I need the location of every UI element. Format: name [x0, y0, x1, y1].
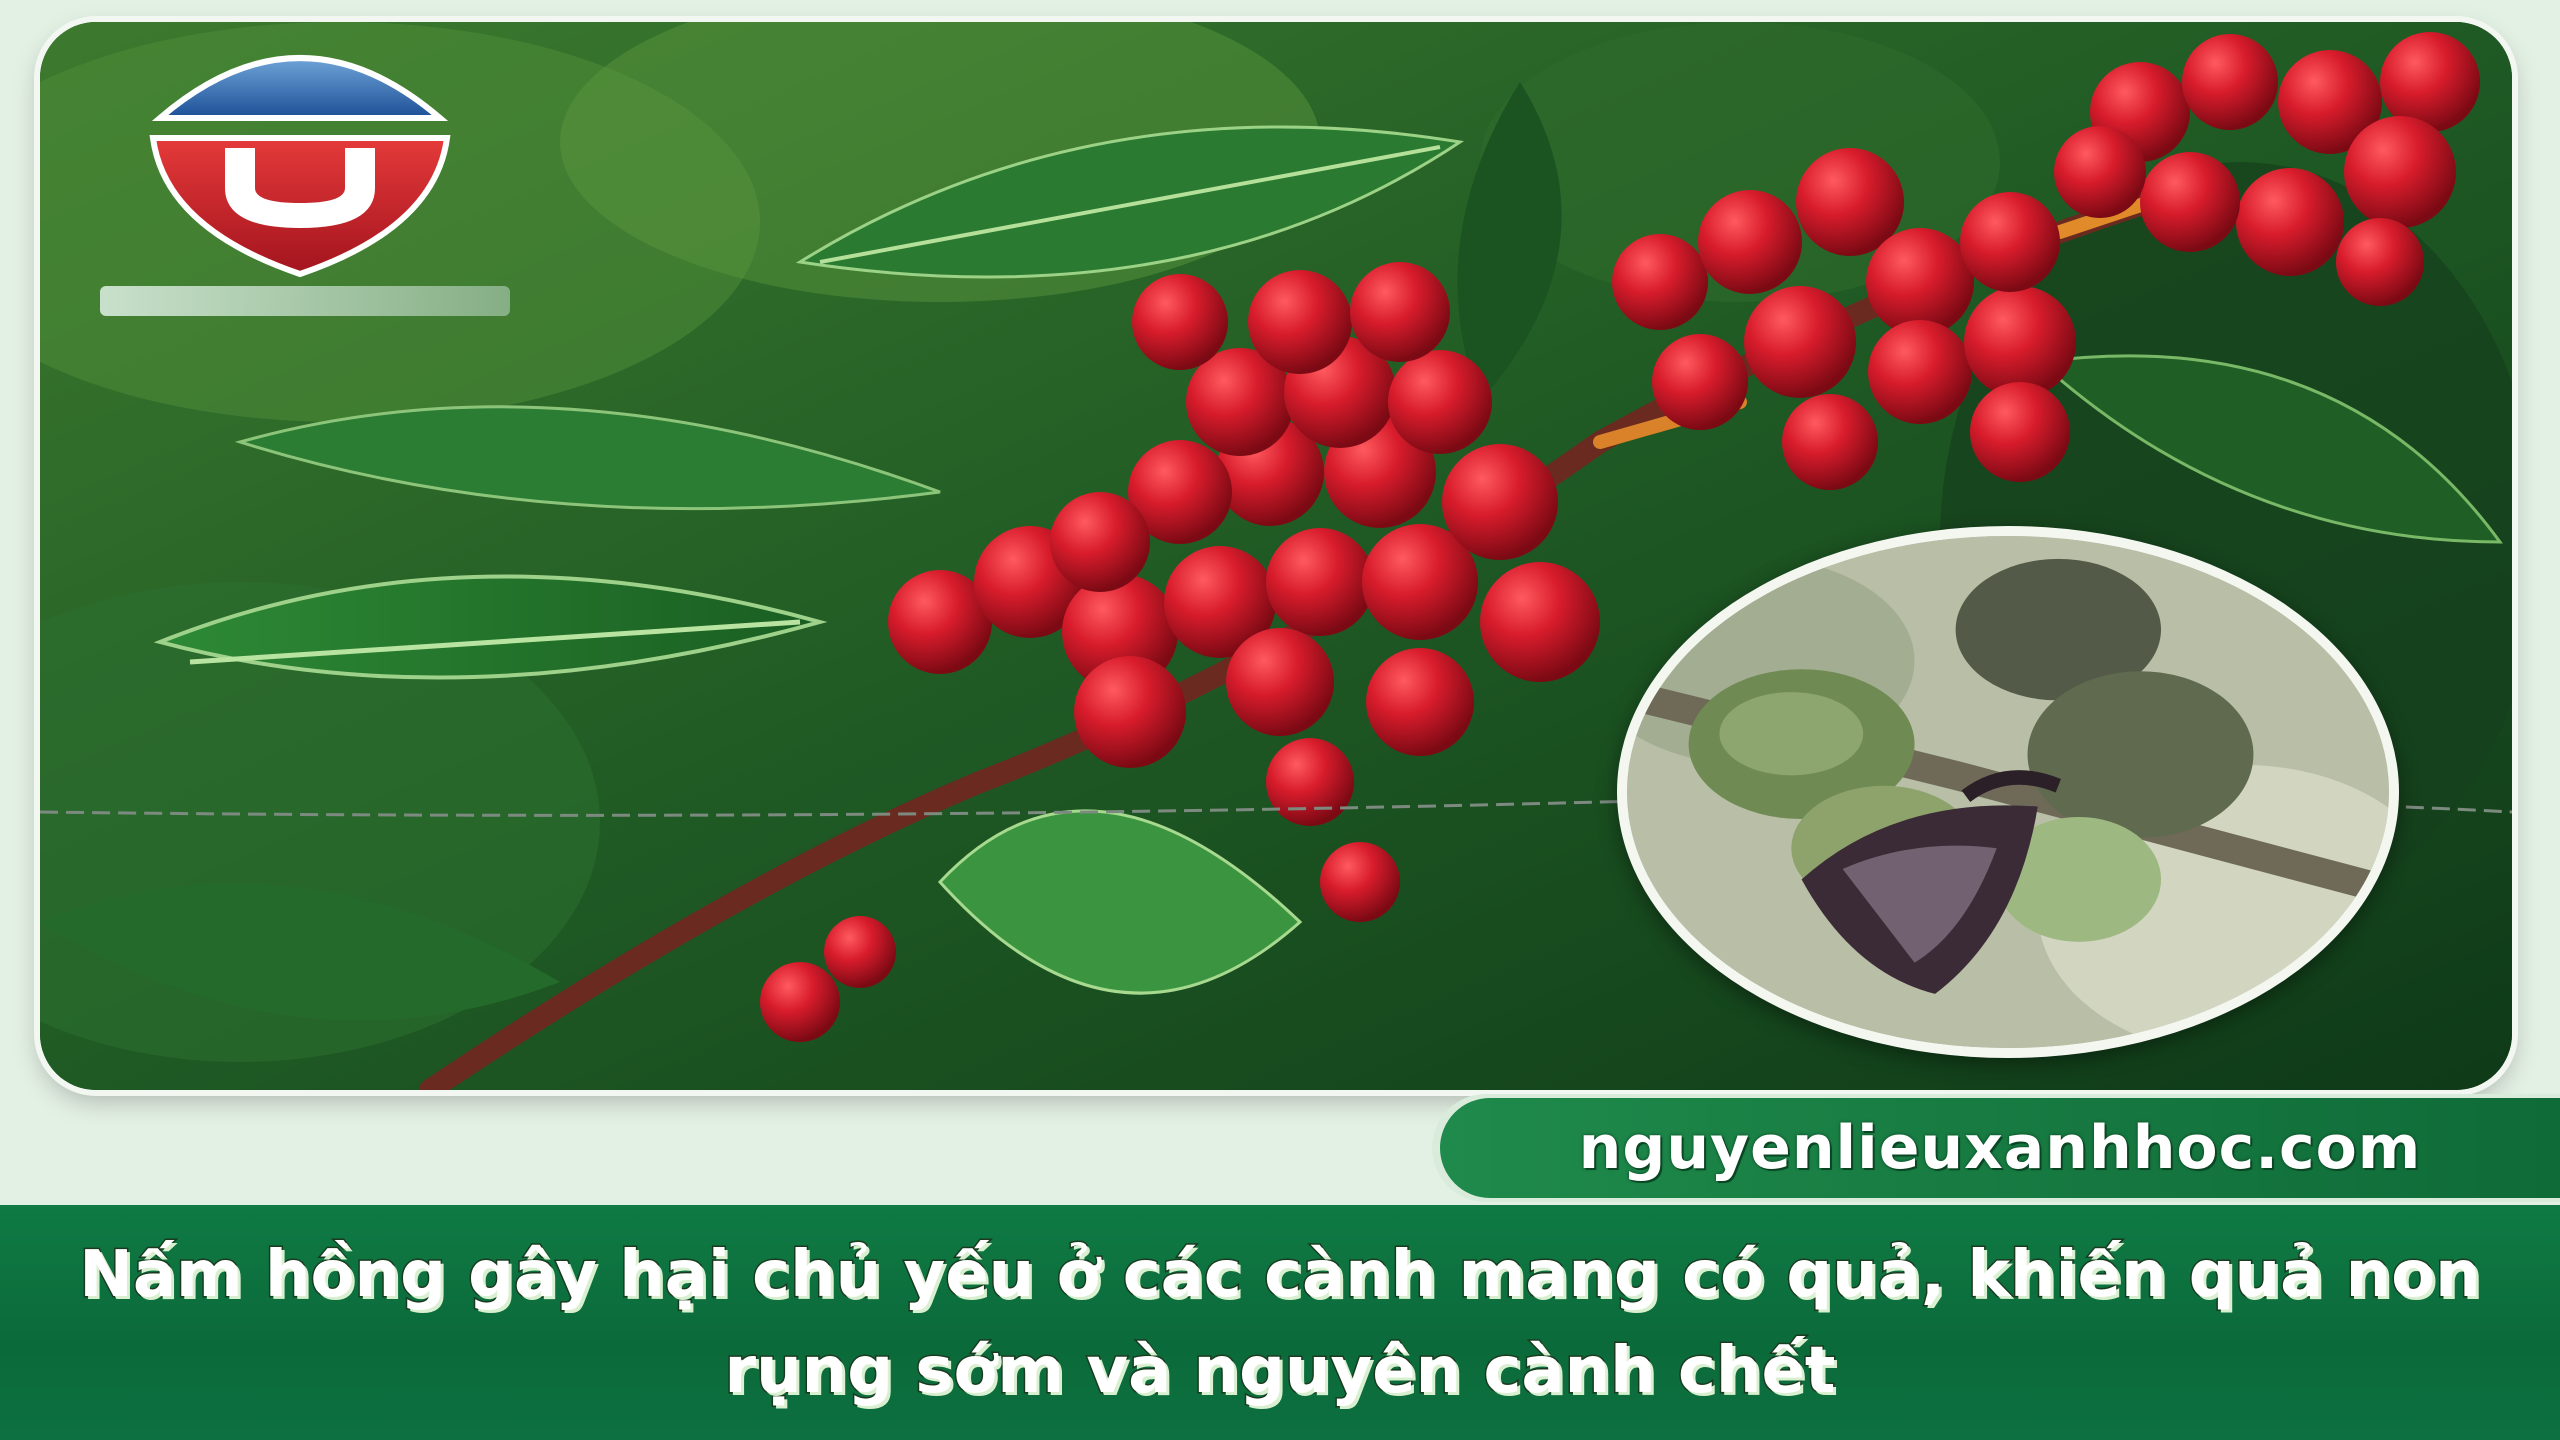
diseased-branch-illustration [1627, 536, 2389, 1048]
inset-photo [1617, 526, 2399, 1058]
shield-logo-icon [145, 38, 455, 278]
website-label[interactable]: nguyenlieuxanhhoc.com [1578, 1113, 2422, 1183]
website-badge[interactable] [1440, 1098, 2560, 1198]
brand-logo-icon [145, 38, 455, 278]
logo-banner-strip [100, 286, 510, 316]
caption-text: Nấm hồng gây hại chủ yếu ở các cành mang có quả, khiến quả non rụng sớm và nguyên cành chết [79, 1237, 2481, 1408]
caption-band [0, 1205, 2560, 1440]
